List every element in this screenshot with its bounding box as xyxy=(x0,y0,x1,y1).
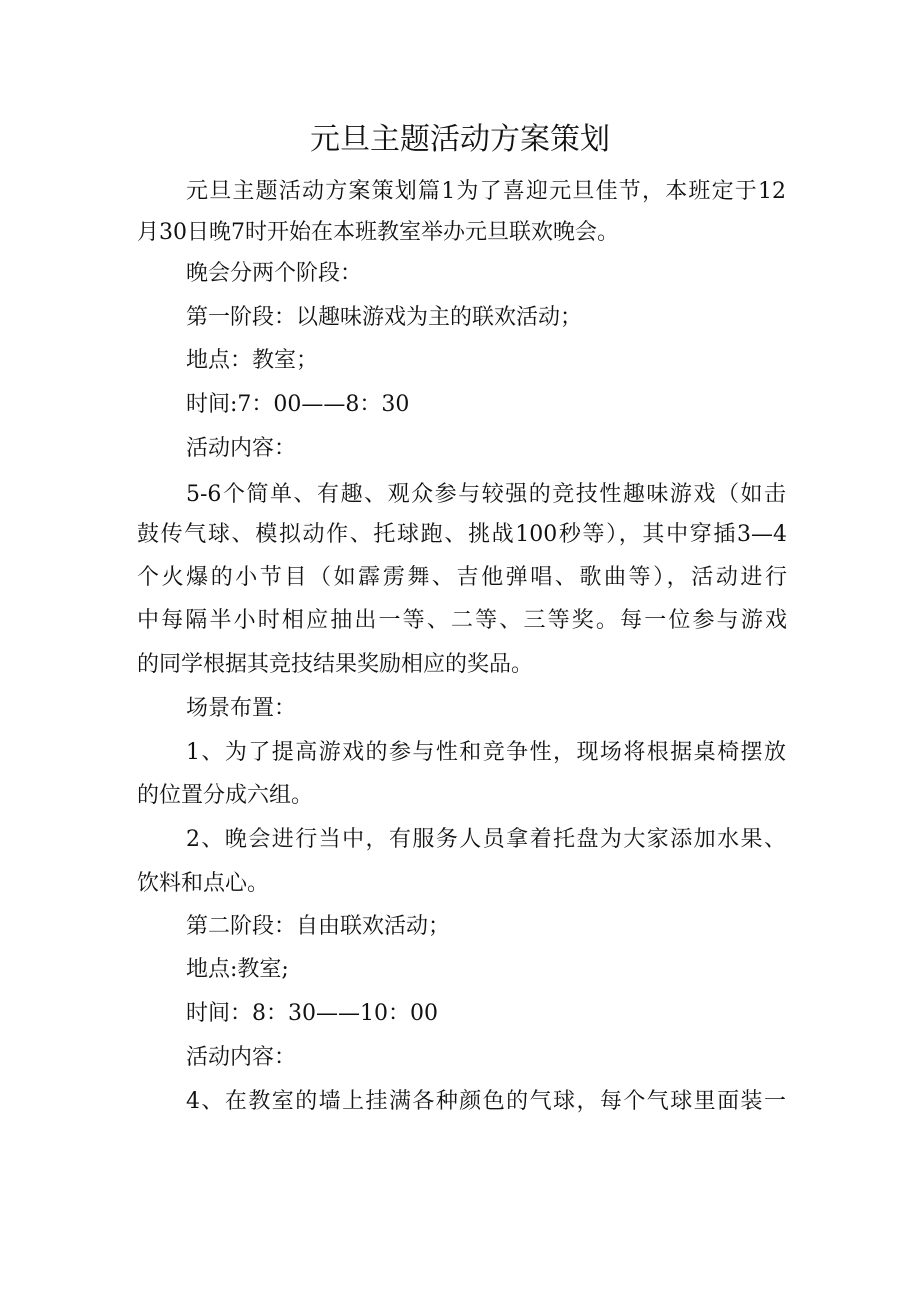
paragraph-line: 个火爆的小节目（如霹雳舞、吉他弹唱、歌曲等），活动进行 xyxy=(137,565,787,590)
paragraph-line: 地点：教室； xyxy=(186,348,319,373)
paragraph-line: 2、晚会进行当中，有服务人员拿着托盘为大家添加水果、 xyxy=(186,827,786,852)
paragraph-line: 晚会分两个阶段： xyxy=(186,261,363,286)
paragraph-line: 4、在教室的墙上挂满各种颜色的气球，每个气球里面装一 xyxy=(186,1089,786,1114)
paragraph-line: 鼓传气球、模拟动作、托球跑、挑战100秒等），其中穿插3—4 xyxy=(137,522,787,547)
paragraph-line: 活动内容： xyxy=(186,436,297,461)
paragraph-line: 第一阶段：以趣味游戏为主的联欢活动； xyxy=(186,305,583,330)
paragraph-line: 活动内容： xyxy=(186,1045,297,1070)
paragraph-line: 地点:教室; xyxy=(186,957,289,982)
paragraph-line: 中每隔半小时相应抽出一等、二等、三等奖。每一位参与游戏 xyxy=(137,608,787,633)
paragraph-line: 元旦主题活动方案策划篇1为了喜迎元旦佳节，本班定于12 xyxy=(186,179,786,204)
paragraph-line: 饮料和点心。 xyxy=(137,871,270,896)
paragraph-line: 的位置分成六组。 xyxy=(137,783,314,808)
paragraph-line: 时间：8：30——10：00 xyxy=(186,1001,438,1026)
paragraph-line: 场景布置： xyxy=(186,696,297,721)
paragraph-line: 第二阶段：自由联欢活动； xyxy=(186,914,451,939)
paragraph-line: 时间:7：00——8：30 xyxy=(186,392,410,417)
paragraph-line: 1、为了提高游戏的参与性和竞争性，现场将根据桌椅摆放 xyxy=(186,740,786,765)
paragraph-line: 的同学根据其竞技结果奖励相应的奖品。 xyxy=(137,652,534,677)
paragraph-line: 月30日晚7时开始在本班教室举办元旦联欢晚会。 xyxy=(137,220,619,245)
document-title: 元旦主题活动方案策划 xyxy=(310,122,610,157)
paragraph-line: 5-6个简单、有趣、观众参与较强的竞技性趣味游戏（如击 xyxy=(186,482,786,507)
